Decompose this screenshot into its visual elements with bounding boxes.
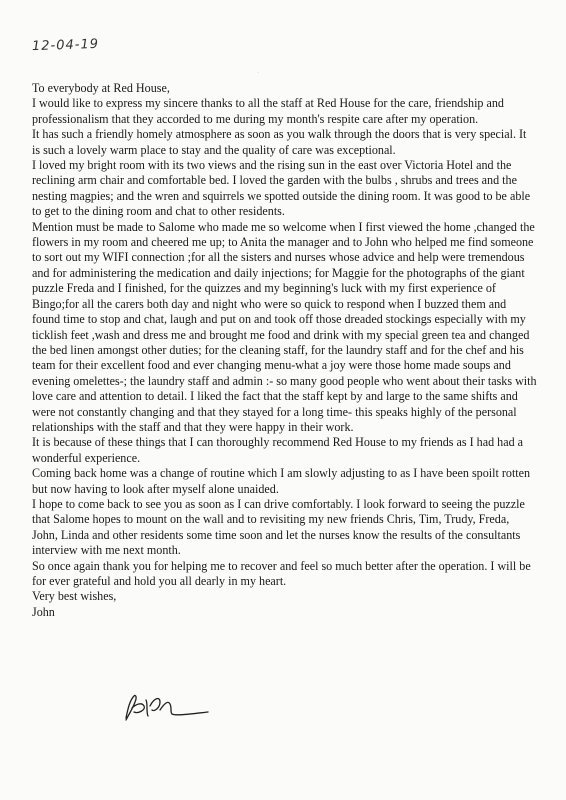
paragraph: Mention must be made to Salome who made me so welcome when I first viewed the home ,changed the flowers in my room and cheered me up; to Anita the manager and to John who helped me find someone to sort out my WIFI connection ;for all the sisters and nurses whose advice and help were tremendous and for administering the medication and daily injections; for Maggie for the photographs of the giant puzzle Freda and I finished, for the quizzes and my beginning's luck with my first experience of Bingo;for all the carers both day and night who were so quick to respond when I buzzed them and found time to stop and chat, laugh and put on and took off those dreaded stockings especially with my ticklish feet ,wash and dress me and brought me food and drink with my special green tea and changed the bed linen amongst other duties; for the cleaning staff, for the laundry staff and for the chef and his team for their excellent food and ever changing menu-what a joy were those home made soups and evening omelettes-; the laundry staff and admin :- so many good people who went about their tasks with love care and attention to detail. I liked the fact that the staff kept by and large to the same shifts and were not constantly changing and that they stayed for a long time- this speaks highly of the personal relationships with the staff and that they were happy in their work.	[32, 219, 537, 434]
handwritten-signature	[120, 690, 212, 726]
paragraph: I loved my bright room with its two views and the rising sun in the east over Victoria Hotel and the reclining arm chair and comfortable bed. I loved the garden with the bulbs , shrubs and trees and the nesting magpies; and the wren and squirrels we spotted outside the dining room. It was good to be able to get to the dining room and chat to other residents.	[32, 158, 531, 219]
greeting: To everybody at Red House,	[32, 81, 170, 95]
paragraph: I would like to express my sincere thanks to all the staff at Red House for the care, friendship and professionalism that they accorded to me during my month's respite care after my operation.	[32, 96, 504, 126]
paragraph: Coming back home was a change of routine which I am slowly adjusting to as I have been spoilt rotten but now having to look after myself alone unaided.	[32, 466, 531, 496]
signer-name: John	[32, 604, 55, 619]
paragraph: It is because of these things that I can thoroughly recommend Red House to my friends as I had had a wonderful experience.	[32, 435, 524, 465]
paragraph: So once again thank you for helping me to recover and feel so much better after the operation. I will be for ever grateful and hold you all dearly in my heart.	[32, 558, 531, 588]
paragraph: I hope to come back to see you as soon as I can drive comfortably. I look forward to seeing the puzzle that Salome hopes to mount on the wall and to revisiting my new friends Chris, Tim, Trudy, Freda, John, Linda and other residents some time soon and let the nurses know the results of the consultants interview with me next month.	[32, 496, 525, 558]
letter-body	[32, 81, 537, 620]
scan-speck: ·	[257, 70, 259, 76]
handwritten-date: 12-04-19	[31, 36, 100, 55]
closing: Very best wishes,	[32, 589, 117, 604]
paragraph: It has such a friendly homely atmosphere as soon as you walk through the doors that is very special. It is such a lovely warm place to stay and the quality of care was exceptional.	[32, 127, 527, 157]
